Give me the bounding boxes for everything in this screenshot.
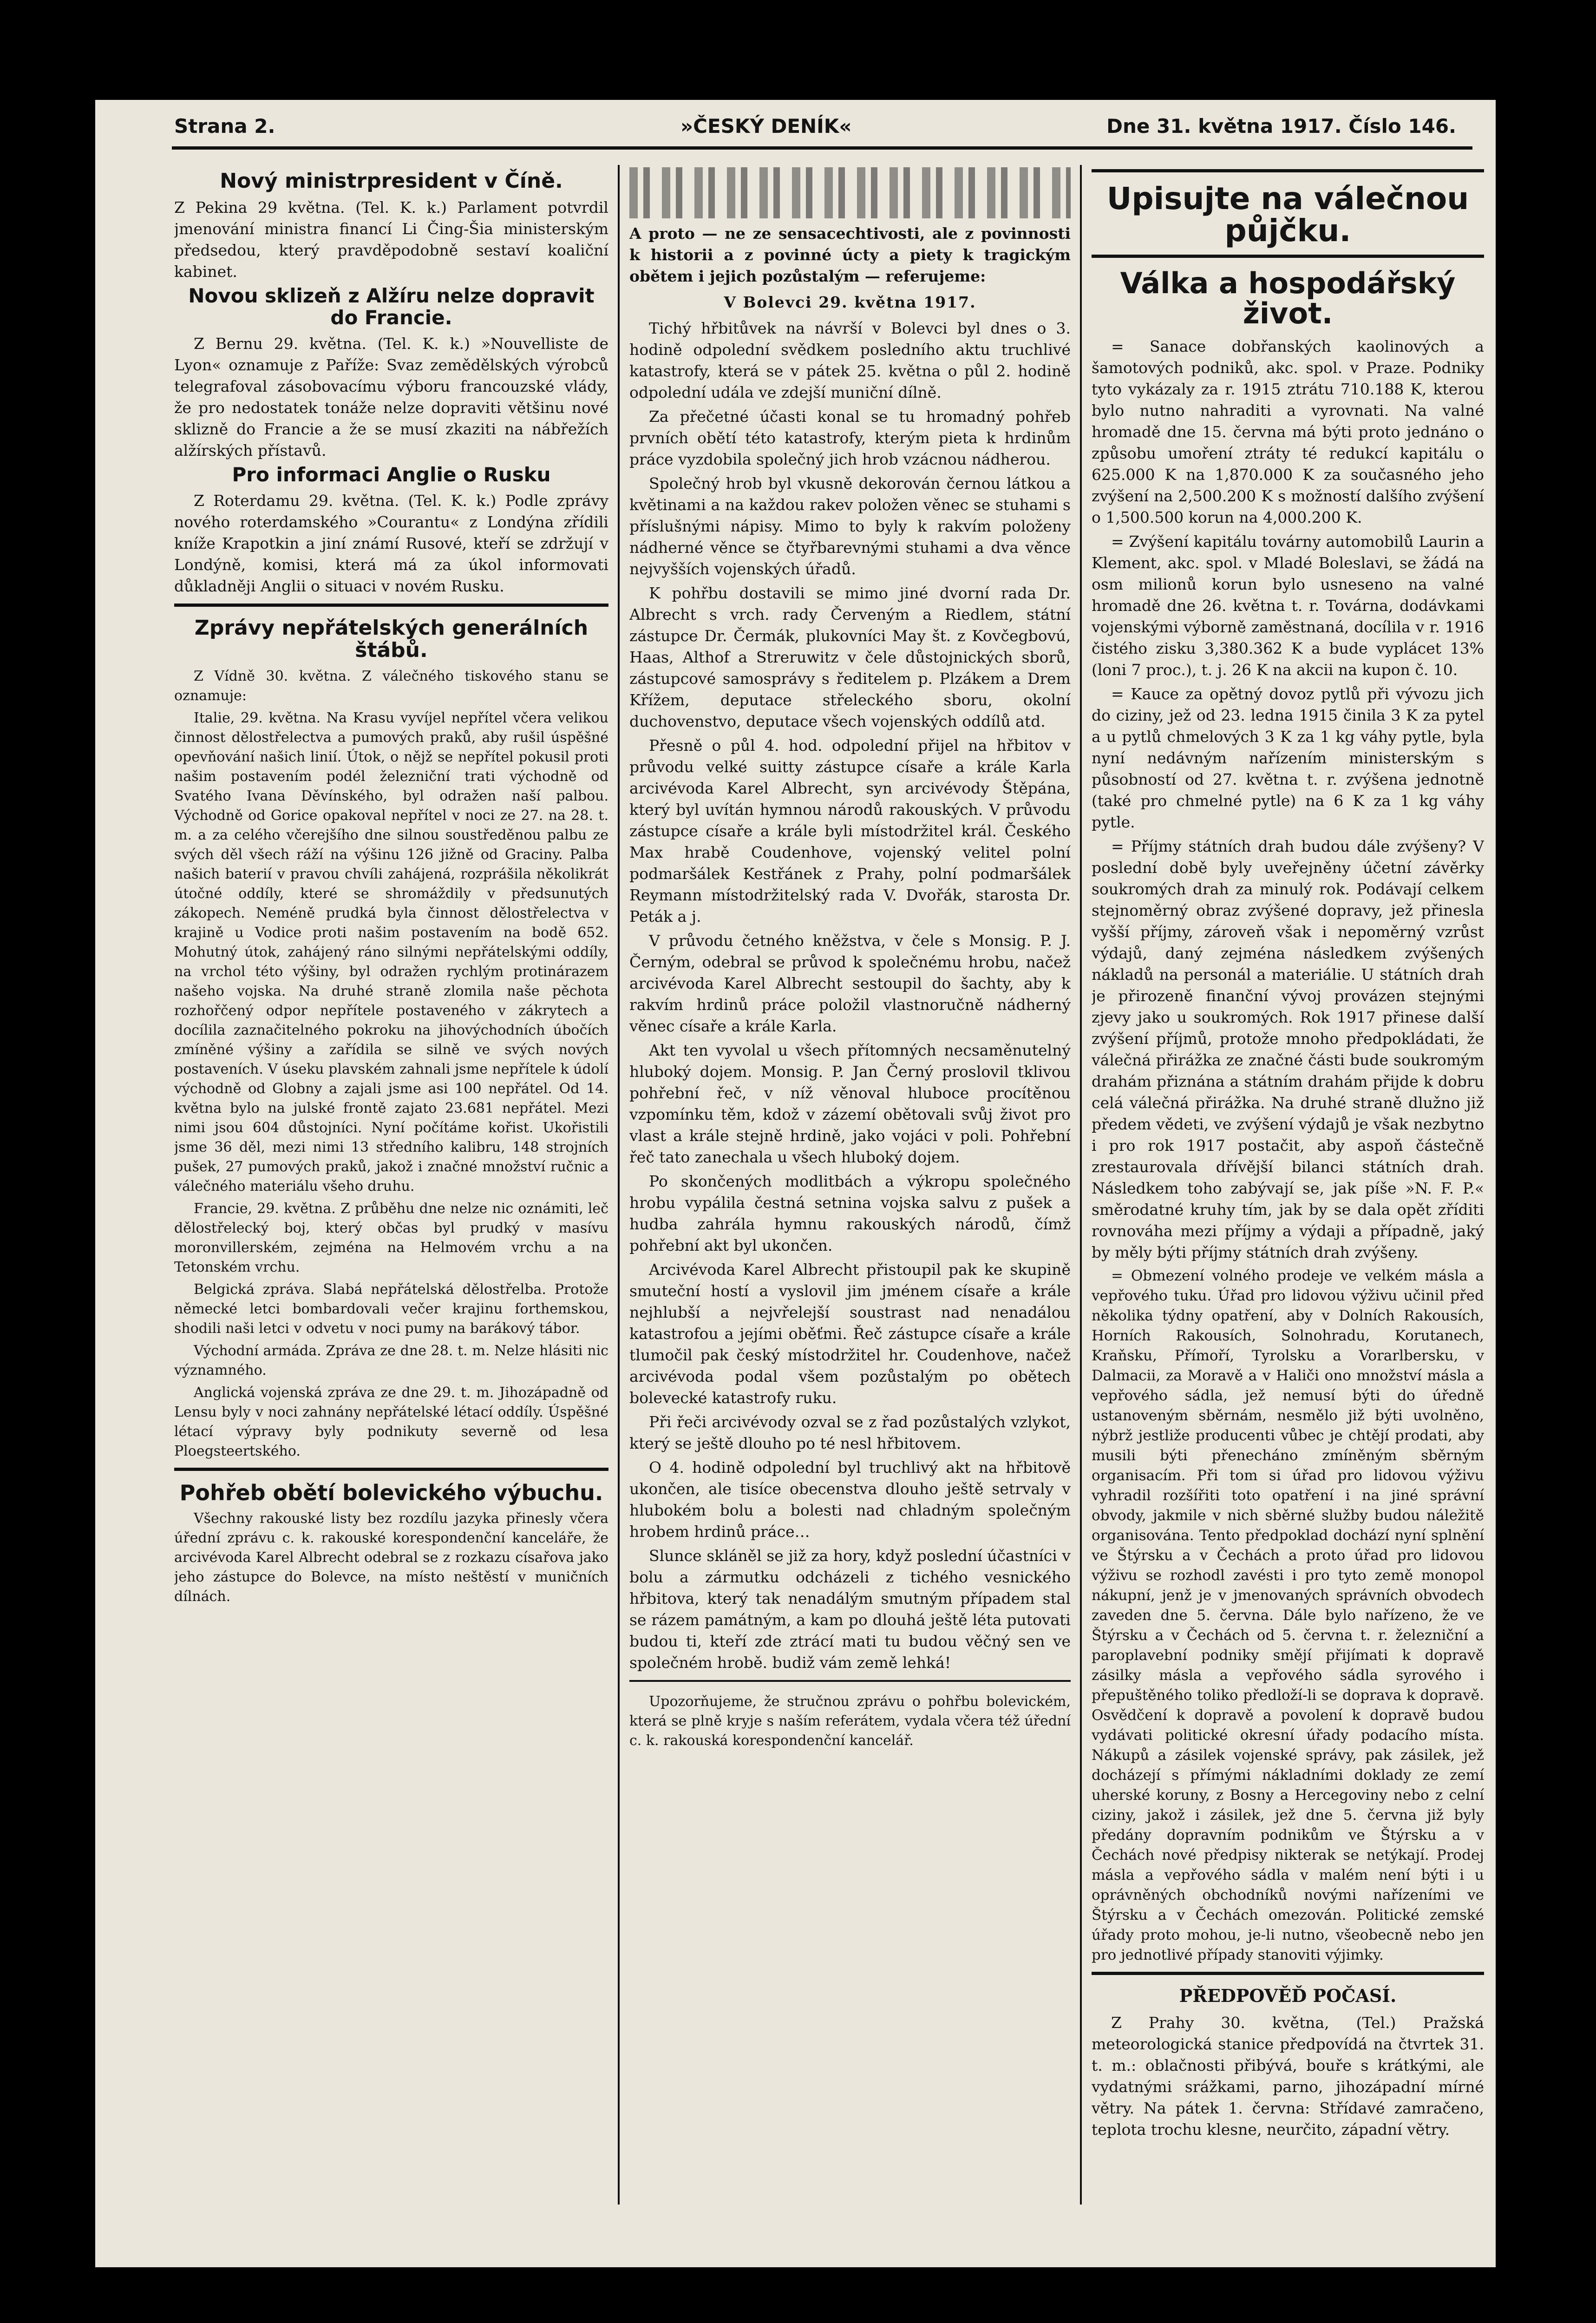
issue-date: Dne 31. května 1917. Číslo 146. — [1106, 115, 1456, 138]
headline-enemy-staffs: Zprávy nepřátelských generálních štábů. — [194, 616, 589, 663]
econ-p5: = Obmezení volného prodeje ve velkém másla a vepřového tuku. Úřad pro lidovou výživu učinil před několika týdny opatření, aby v Dolních Rakousích, Horních Rakousích, Solnohradu, Korutanech, Kraňsku, Přímoří, Tyrolsku a Vorarlbersku, v Dalmacii, za Moravě a v Haliči ono množství másla a vepřového sádla, jež nemusí býti do úředně ustanoveným sběrnám, nesmělo již býti uvolněno, nýbrž jestliže producenti vůbec je chtějí prodati, aby musili býti přenecháno zmíněným sběrným organisacím. Při tom si úřad pro lidovou výživu vyhradil rozšířiti toto opatření i na jiné správní obvody, jakmile v nich sběrné služby budou náležitě organisována. Tento předpoklad dochází nyní splnění ve Štýrsku a v Čechách a proto úřad pro lidovou výživu se rozhodl zavésti i pro tyto země monopol nákupní, jenž je v jmenovaných správních obvodech zaveden dne 5. června. Dále bylo nařízeno, že ve Štýrsku a v Čechách od 5. června t. r. železniční a paroplavební podniky smějí přijímati k dopravě zásilky másla a vepřového sádla syrového i přepuštěného toliko předloží-li se doprava k dopravě. Osvědčení k dopravě a povolení k dopravě budou vydávati politické okresní úřady podacího místa. Nákupů a zásilek vojenské správy, pak zásilek, jež docházejí s přímými nákladními doklady ze zemí uherské koruny, z Bosny a Hercegoviny nebo z celní ciziny, jakož i zásilek, jež dne 5. června již byly předány dopravním podnikům ve Štýrsku a v Čechách nové předpisy nikterak se netýkají. Prodej másla a vepřového sádla v malém není býti i u oprávněných obchodníků novými nařízeními ve Štýrsku a v Čechách omezován. Politické zemské úřady proto mohou, je-li nutno, všeobecně nebo jen pro jednotlivé případy stanoviti výjimky. — [1092, 1267, 1484, 1963]
funeral-p3: Společný hrob byl vkusně dekorován černou látkou a květinami a na každou rakev položen věnec se stuhami s příslušnými nápisy. Mimo to byly k rakvím položeny nádherné věnce se čtyřbarevnými stuhami a dva věnce nejvyšších vojenských úřadů. — [629, 474, 1071, 578]
weather-forecast-title: PŘEDPOVĚĎ POČASÍ. — [1179, 1985, 1397, 2006]
page-header — [174, 115, 1456, 143]
report-france: Francie, 29. května. Z průběhu dne nelze nic oznámiti, leč dělostřelecký boj, který občas byl prudký v masívu moronvillerském, zejména na Helmovém vrchu a na Tetonském vrchu. — [174, 1200, 608, 1275]
funeral-p5: Přesně o půl 4. hod. odpolední přijel na hřbitov v průvodu velké suitty zástupce císaře a krále Karla arcivévoda Karel Albrecht, syn arcivévody Štěpána, který byl uvítán hymnou národů rakouských. V průvodu zástupce císaře a krále byli místodržitel král. Českého Max hrabě Coudenhove, vojenský velitel polní podmaršálek Kestřánek z Prahy, polní podmaršálek Reymann místodržitelský rada V. Dvořák, starosta Dr. Peták a j. — [629, 736, 1071, 925]
lead-paragraph: A proto — ne ze sensacechtivosti, ale z povinnosti k historii a z povinné úcty a piety k tragickým obětem i jejich pozůstalým — referujeme: — [629, 224, 1071, 285]
newspaper-page — [95, 100, 1496, 2267]
report-italy: Italie, 29. května. Na Krasu vyvíjel nepřítel včera velikou činnost dělostřelectva a pumových praků, aby rušil úspěšné opevňování našich linií. Útok, o nějž se nepřítel pokusil proti našim postavením podél železniční trati východně od Svatého Ivana Děvínského, byl odražen naší palbou. Východně od Gorice opakoval nepřítel v noci ze 27. na 28. t. m. a za celého včerejšího dne silnou soustředěnou palbu ze svých děl všech ráží na výšinu 126 jižně od Graciny. Palba našich baterií v pravou chvíli zahájená, rozprášila několikrát útočné oddíly, které se shromáždily v předsunutých zákopech. Neméně prudká byla činnost dělostřelectva v krajině u Vodice proti našim postavením na bodě 652. Mohutný útok, zahájený ráno silnými nepřátelskými oddíly, na vrchol této výšiny, byl odražen rychlým protinárazem našeho vojska. Na druhé straně zlomila naše pěchota rozhořčený odpor nepřítele postaveného v zákrytech a docílila zaznačitelného pokroku na jihovýchodních úbočích zmíněné výšiny a zařídila se silně ve svých nových postaveních. V úseku plavském zahnali jsme nepřítele k údolí východně od Globny a zajali jsme asi 100 nepřátel. Od 14. května bylo na julské frontě zajato 23.681 nepřátel. Mezi nimi jsou 604 důstojníci. Nyní počítáme kořist. Ukořistili jsme 36 děl, mezi nimi 13 středního kalibru, 148 strojních pušek, 27 pumových praků, jakož i značné množství ručnic a válečného materiálu všeho druhu. — [174, 709, 608, 1194]
dateline: V Bolevci 29. května 1917. — [724, 293, 976, 311]
funeral-p9: Arcivévoda Karel Albrecht přistoupil pak ke skupině smuteční hostí a vyslovil jim jménem císaře a krále nejhlubší a nejvřelejší soustrast nad nenadálou katastrofou a jejími oběťmi. Řeč zástupce císaře a krále tlumočil pak český místodržitel hr. Coudenhove, načež arcivévoda podal všem pozůstalým po obětech bolevecké katastrofy ruku. — [629, 1260, 1071, 1407]
funeral-p12: Slunce skláněl se již za hory, když poslední účastníci v bolu a zármutku odcházeli z tichého vesnického hřbitova, který tak nenadálým smutným případem stal se rázem památným, a kam po dlouhá ještě léta putovati budou ti, kteří zde ztrácí mati tu budou věčný sen ve společném hrobě. budiž vám země lehká! — [629, 1547, 1071, 1672]
article-algeria-text: Z Bernu 29. května. (Tel. K. k.) »Nouvelliste de Lyon« oznamuje z Paříže: Svaz zemědělských výrobců telegrafoval zásobovacímu výboru francouzské vlády, že pro nedostatek tonáže nelze dopraviti většinu nové sklizně do Francie a že se musí zkaziti na nábřežích alžírských přístavů. — [174, 334, 608, 459]
econ-p1: = Sanace dobřanských kaolinových a šamotových podniků, akc. spol. v Praze. Podniky tyto vykázaly za r. 1915 ztrátu 710.188 K, kterou bylo nutno nahraditi a vyrovnati. Na valné hromadě dne 15. června má býti proto jednáno o způsobu umoření ztráty té redukcí kapitálu o 625.000 K na 1,870.000 K za současného jeho zvýšení na 2,500.200 K s možností dalšího zvýšení o 1,500.500 korun na 4,000.200 K. — [1092, 337, 1484, 526]
funeral-note: Upozorňujeme, že stručnou zprávu o pohřbu bolevickém, která se plně kryje s naším referátem, vydala včera též úřední c. k. rakouská korespondenční kancelář. — [629, 1693, 1071, 1749]
funeral-p2: Za přečetné účasti konal se tu hromadný pohřeb prvních obětí této katastrofy, kterým pieta k hrdinům práce vyzdobila společný jich hrob vzácnou nádherou. — [629, 407, 1071, 468]
funeral-p8: Po skončených modlitbách a výkropu společného hrobu vypálila čestná setnina vojska salvu z pušek a hudba zahrála hymnu rakouských národů, čímž pohřební akt byl ukončen. — [629, 1172, 1071, 1254]
column-2 — [629, 167, 1071, 2221]
section-war-economy: Válka a hospodářský život. — [1120, 266, 1456, 330]
article-china-text: Z Pekina 29 května. (Tel. K. k.) Parlament potvrdil jmenování ministra financí Li Čing-Šia ministerským předsedou, který pravděpodobně sestaví koaliční kabinet. — [174, 198, 608, 281]
divider — [1092, 169, 1484, 172]
funeral-p11: O 4. hodině odpolední byl truchlivý akt na hřbitově ukončen, ale tisíce obecenstva dlouho ještě setrvaly v hlubokém bolu a bolesti nad chladným společným hrobem hrdinů práce… — [629, 1458, 1071, 1541]
headline-funeral: Pohřeb obětí bolevického výbuchu. — [179, 1480, 603, 1505]
article-funeral-intro: Všechny rakouské listy bez rozdílu jazyka přinesly včera úřední zprávu c. k. rakouské korespondenční kanceláře, že arcivévoda Karel Albrecht odebral se z rozkazu císařova jako jeho zástupce do Bolevce, na místo neštěstí v muničních dílnách. — [174, 1510, 608, 1605]
divider — [1092, 255, 1484, 258]
funeral-p7: Akt ten vyvolal u všech přítomných necsaměnutelný hluboký dojem. Monsig. P. Jan Černý proslovil tklivou pohřební řeč, v níž věnoval hluboce procítěnou vzpomínku těm, kdož v zázemí obětovali svůj život pro vlast a krále stejně hrdině, jako vojáci v poli. Pohřební řeč tato zanechala u všech hluboký dojem. — [629, 1041, 1071, 1166]
econ-p4: = Příjmy státních drah budou dále zvýšeny? V poslední době byly uveřejněny účetní závěrky soukromých drah za minulý rok. Podávají celkem stejnoměrný obraz zvýšené dopravy, jež přinesla vyšší příjmy, zároveň však i nepoměrný vzrůst výdajů, daný zejména následkem zvýšených nákladů na personál a materiálie. U státních drah je přirozeně finanční vývoj provázen stejnými zjevy jako u soukromých. Rok 1917 přinese další zvýšení příjmů, protože mnoho předpokládati, že válečná přirážka ze značné části bude soukromým drahám přiznána a státním drahám přijde k dobru celá válečná přirážka. Na druhé straně dlužno již předem vědeti, ve zvýšení výdajů je však nezbytno i pro rok 1917 postačit, aby aspoň částečně zrestaurovala dřívější bilanci státních drah. Následkem toho zabývají se, jak píše »N. F. P.« směrodatné kruhy tím, jak by se dala opět zříditi rovnováha mezi příjmy a výdaji a případně, jaký by měly býti příjmy státních drah zvýšeny. — [1092, 837, 1484, 1261]
headline-china: Nový ministrpresident v Číně. — [220, 169, 563, 193]
column-rule-1 — [618, 165, 620, 2205]
column-rule-2 — [1080, 165, 1082, 2205]
report-belgium: Belgická zpráva. Slabá nepřátelská dělostřelba. Protože německé letci bombardovali večer krajinu forthemskou, shodili naši letci v odvetu v noci pumy na barákový tábor. — [174, 1281, 608, 1337]
report-intro: Z Vídně 30. května. Z válečného tiskového stanu se oznamuje: — [174, 668, 608, 704]
funeral-p4: K pohřbu dostavili se mimo jiné dvorní rada Dr. Albrecht s vrch. rady Červeným a Riedlem, státní zástupce Dr. Čermák, plukovníci May št. z Kovčegbovú, Haas, Althof a Streruwitz v čele důstojnických sborů, zástupcové samosprávy s ředitelem p. Plzákem a Drem Křížem, deputace střeleckého sboru, okolní duchovenstvo, deputace všech vojenských oddílů atd. — [629, 584, 1071, 730]
funeral-p6: V průvodu četného kněžstva, v čele s Monsig. P. J. Černým, odebral se průvod k společnému hrobu, načež arcivévoda Karel Albrecht sestoupil do šachty, aby k rakvím hrdinů práce položil vlastnoručně nádherný věnec císaře a krále Karla. — [629, 932, 1071, 1035]
report-england: Anglická vojenská zpráva ze dne 29. t. m. Jihozápadně od Lensu byly v noci zahnány nepřátelské létací oddíly. Úspěšné létací výpravy byly podnikuty severně od lesa Ploegsteertského. — [174, 1384, 608, 1459]
divider — [1092, 1972, 1484, 1975]
page-number: Strana 2. — [174, 115, 275, 138]
divider — [174, 1468, 608, 1471]
divider — [174, 604, 608, 607]
newspaper-title: »ČESKÝ DENÍK« — [680, 115, 852, 138]
headline-russia: Pro informaci Anglie o Rusku — [232, 463, 551, 486]
funeral-p1: Tichý hřbitůvek na návrší v Bolevci byl dnes o 3. hodině odpolední svědkem posledního aktu truchlivé katastrofy, která se v pátek 25. května o půl 2. hodině odpolední udála ve zdejší muniční dílně. — [629, 319, 1071, 401]
illegible-heading — [629, 167, 1071, 218]
article-russia-text: Z Roterdamu 29. května. (Tel. K. k.) Podle zprávy nového roterdamského »Courantu« z Londýna zřídili kníže Krapotkin a jiní známí Rusové, kteří se zdržují v Londýně, komisi, která má za úkol informovati důkladněji Anglii o situaci v novém Rusku. — [174, 491, 608, 595]
funeral-p10: Při řeči arcivévody ozval se z řad pozůstalých vzlykot, který se ještě dlouho po té nesl hřbitovem. — [629, 1413, 1071, 1452]
header-rule — [172, 146, 1472, 150]
headline-algeria: Novou sklizeň z Alžíru nelze dopravit do Francie. — [188, 284, 595, 329]
enemy-staffs-reports — [174, 667, 608, 1461]
column-3 — [1092, 167, 1484, 2221]
econ-p3: = Kauce za opětný dovoz pytlů při vývozu jich do ciziny, jež od 23. ledna 1915 činila 3 K za pytel a u pytlů chmelových 3 K za 1 kg váhy pytle, byla nyní nedávným nařízením ministerským s působností od 27. května t. r. zvýšena jednotně (také pro chmelné pytle) na 6 K za 1 kg váhy pytle. — [1092, 684, 1484, 831]
war-loan-ad: Upisujte na válečnou půjčku. — [1106, 181, 1469, 249]
column-1 — [174, 167, 608, 2221]
econ-p2: = Zvýšení kapitálu továrny automobilů Laurin a Klement, akc. spol. v Mladé Boleslavi, se žádá na osm milionů korun bylo usneseno na valné hromadě dne 26. května t. r. Továrna, dodávkami vojenskými výborně zaměstnaná, docílila v r. 1916 čistého zisku 3,380.362 K a bude vyplácet 13% (loni 7 proc.), t. j. 26 K na akcii na kupon č. 10. — [1092, 532, 1484, 679]
divider — [629, 1680, 1071, 1682]
weather-forecast-text: Z Prahy 30. května, (Tel.) Pražská meteorologická stanice předpovídá na čtvrtek 31. t. m.: oblačnosti přibývá, bouře s krátkými, ale vydatnými srážkami, parno, jihozápadní mírné větry. Na pátek 1. června: Střídavé zamračeno, teplota trochu klesne, neurčito, západní větry. — [1092, 2013, 1484, 2139]
report-east: Východní armáda. Zpráva ze dne 28. t. m. Nelze hlásiti nic významného. — [174, 1342, 608, 1378]
